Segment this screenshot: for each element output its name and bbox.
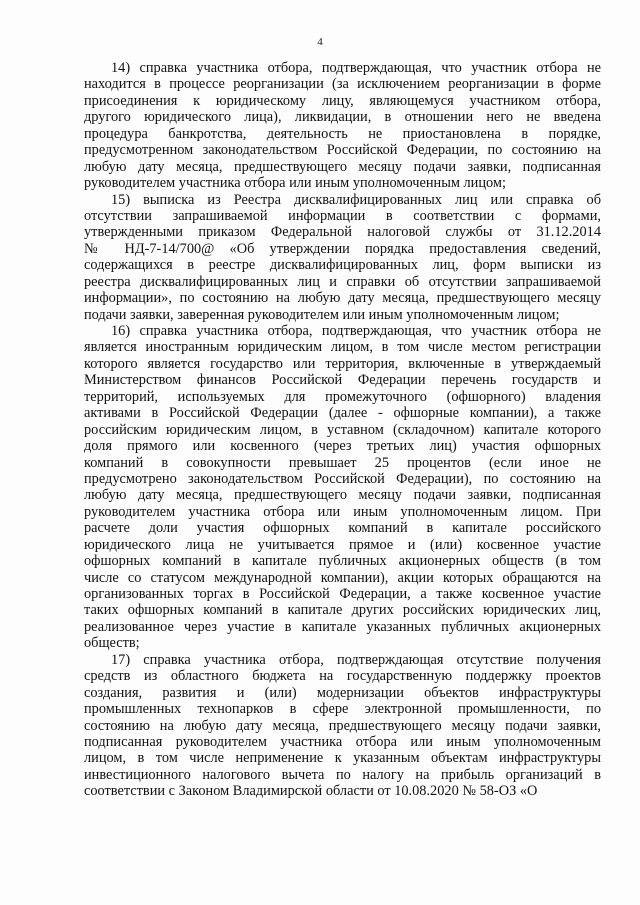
paragraph-item-15 <box>84 192 601 324</box>
text-line: территорий, используемых для промежуточного (офшорного) владения <box>84 388 601 405</box>
text-line: организованных торгах в Российской Федерации, а также косвенное участие <box>84 586 601 602</box>
text-line: компаний в совокупности превышает 25 процентов (если иное не <box>84 454 601 471</box>
text-line: которого является государство или территория, включенные в утверждаемый <box>84 355 601 372</box>
text-line: другого юридического лица), ликвидации, в отношении него не введена <box>84 109 601 126</box>
text-line: реализованное через участие в капитале указанных публичных акционерных <box>84 618 601 635</box>
text-line: Министерством финансов Российской Федерации перечень государств и <box>84 372 601 389</box>
paragraph-item-14 <box>84 60 601 192</box>
text-line: юридического лица не учитывается прямое и (или) косвенное участие <box>84 536 601 553</box>
text-line: 15) выписка из Реестра дисквалифицированных лиц или справка об <box>111 191 601 208</box>
text-line: процедура банкротства, деятельность не приостановлена в порядке, <box>84 125 601 142</box>
document-body <box>84 60 601 800</box>
text-line: руководителем участника отбора или иным уполномоченным лицом; <box>84 175 506 192</box>
text-line: предусмотрено законодательством Российской Федерации), по состоянию на <box>84 470 601 487</box>
text-line: 17) справка участника отбора, подтверждающая отсутствие получения <box>111 651 601 668</box>
text-line: промышленных технопарков в сфере электронной промышленности, по <box>84 701 601 718</box>
text-line: инвестиционного налогового вычета по налогу на прибыль организаций в <box>84 766 601 783</box>
text-line: обществ; <box>84 635 140 652</box>
text-line: расчете доли участия офшорных компаний в капитале российского <box>84 520 601 537</box>
paragraph-item-17 <box>84 652 601 800</box>
text-line: отсутствии запрашиваемой информации в соответствии с формами, <box>84 207 601 224</box>
text-line: реестра дисквалифицированных лиц и справки об отсутствии запрашиваемой <box>84 273 601 290</box>
text-line: соответствии с Законом Владимирской области от 10.08.2020 № 58-ОЗ «О <box>84 783 538 800</box>
text-line: предусмотренном законодательством Российской Федерации, по состоянию на <box>84 142 601 159</box>
text-line: присоединения к юридическому лицу, являющемуся участником отбора, <box>84 92 601 109</box>
text-line: является иностранным юридическим лицом, в том числе местом регистрации <box>84 339 601 356</box>
text-line: содержащихся в реестре дисквалифицированных лиц, форм выписки из <box>84 257 601 274</box>
text-line: любую дату месяца, предшествующего месяцу подачи заявки, подписанная <box>84 158 601 175</box>
text-line: № НД-7-14/700@ «Об утверждении порядка предоставления сведений, <box>84 240 601 257</box>
page-number: 4 <box>317 36 323 48</box>
text-line: информации», по состоянию на любую дату месяца, предшествующего месяцу <box>84 290 601 307</box>
text-line: состоянию на любую дату месяца, предшествующего месяцу подачи заявки, <box>84 717 601 734</box>
text-line: 14) справка участника отбора, подтверждающая, что участник отбора не <box>111 60 601 76</box>
text-line: утвержденными приказом Федеральной налоговой службы от 31.12.2014 <box>84 224 601 241</box>
text-line: любую дату месяца, предшествующего месяцу подачи заявки, подписанная <box>84 487 601 504</box>
text-line: активами в Российской Федерации (далее - офшорные компании), а также <box>84 405 601 422</box>
text-line: лицом, в том числе неприменение к указанным объектам инфраструктуры <box>84 750 601 767</box>
text-line: средств из областного бюджета на государственную поддержку проектов <box>84 668 601 685</box>
paragraph-item-16 <box>84 323 601 652</box>
text-line: находится в процессе реорганизации (за исключением реорганизации в форме <box>84 76 601 93</box>
text-line: числе со статусом международной компании), акции которых обращаются на <box>84 569 601 586</box>
text-line: 16) справка участника отбора, подтверждающая, что участник отбора не <box>111 323 601 339</box>
text-line: доля прямого или косвенного (через третьих лиц) участия офшорных <box>84 438 601 455</box>
text-line: таких офшорных компаний в капитале других российских юридических лиц, <box>84 602 601 619</box>
text-line: российским юридическим лицом, в уставном (складочном) капитале которого <box>84 421 601 438</box>
text-line: офшорных компаний в капитале публичных акционерных обществ (в том <box>84 553 601 570</box>
text-line: руководителем участника отбора или иным уполномоченным лицом. При <box>84 503 601 520</box>
text-line: подписанная руководителем участника отбора или иным уполномоченным <box>84 733 601 750</box>
text-line: подачи заявки, заверенная руководителем или иным уполномоченным лицом; <box>84 306 560 323</box>
text-line: создания, развития и (или) модернизации объектов инфраструктуры <box>84 684 601 701</box>
